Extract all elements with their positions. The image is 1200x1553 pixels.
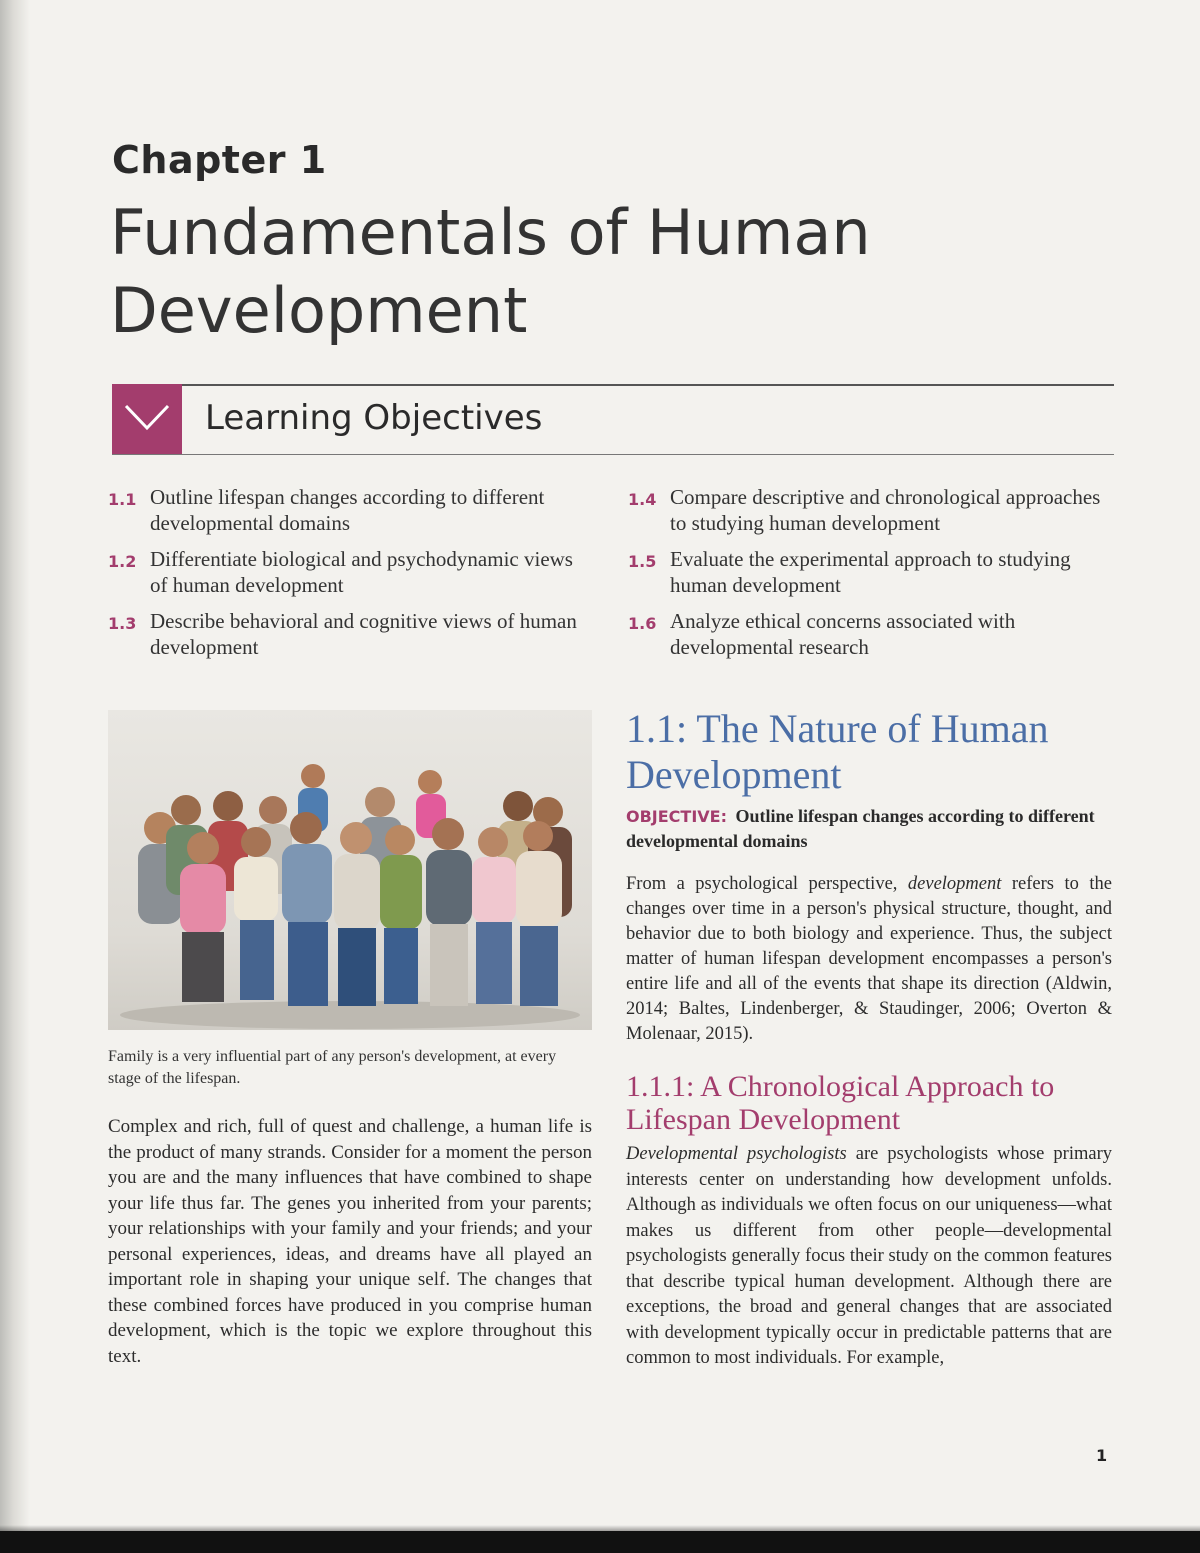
objectives-badge bbox=[112, 384, 182, 454]
objective-text: Analyze ethical concerns associated with developmental research bbox=[670, 609, 1016, 659]
page-number: 1 bbox=[1096, 1446, 1108, 1465]
objective-statement: Outline lifespan changes according to different developmental domains bbox=[626, 806, 1095, 851]
objective-item bbox=[628, 484, 1118, 536]
family-group-photo bbox=[108, 710, 592, 1030]
section-objective bbox=[626, 804, 1096, 854]
objective-item bbox=[108, 546, 588, 598]
objective-number: 1.5 bbox=[628, 552, 657, 571]
objective-text: Compare descriptive and chronological approaches to studying human development bbox=[670, 485, 1101, 535]
key-term: development bbox=[907, 874, 1002, 894]
objective-text: Outline lifespan changes according to different developmental domains bbox=[150, 485, 545, 535]
section-paragraph bbox=[626, 872, 1112, 1047]
subsection-title: 1.1.1: A Chronological Approach to Lifespan Development bbox=[626, 1070, 1055, 1136]
objective-number: 1.1 bbox=[108, 490, 137, 509]
objective-text: Evaluate the experimental approach to studying human development bbox=[670, 547, 1071, 597]
objectives-list-left bbox=[108, 484, 588, 670]
chevron-down-icon bbox=[112, 384, 182, 454]
objective-item bbox=[628, 546, 1118, 598]
objective-number: 1.6 bbox=[628, 614, 657, 633]
objective-text: Differentiate biological and psychodynamic views of human development bbox=[150, 547, 573, 597]
section-title: 1.1: The Nature of Human Development bbox=[626, 706, 1049, 797]
paragraph-text: From a psychological perspective, bbox=[626, 874, 908, 894]
objectives-list-right bbox=[628, 484, 1118, 670]
objectives-bottom-rule bbox=[112, 454, 1114, 455]
chapter-title: Fundamentals of Human Development bbox=[110, 196, 871, 347]
objective-number: 1.3 bbox=[108, 614, 137, 633]
family-group-illustration bbox=[108, 710, 592, 1030]
figure-caption: Family is a very influential part of any person's development, at every stage of the lifespan. bbox=[108, 1048, 557, 1087]
page-bottom-edge bbox=[0, 1531, 1200, 1553]
objective-item bbox=[628, 608, 1118, 660]
objective-number: 1.4 bbox=[628, 490, 657, 509]
intro-paragraph: Complex and rich, full of quest and challenge, a human life is the product of many strands. Consider for a moment the person you are and the many influences that have combined to shape your life thus far. The genes you inherited from your parents; your relationships with your family and your friends; and your personal experiences, ideas, and dreams have all played an important role in shaping your unique self. The changes that these combined forces have produced in you comprise human development, which is the topic we explore throughout this text. bbox=[108, 1116, 592, 1367]
key-term: Developmental psychologists bbox=[626, 1144, 847, 1164]
learning-objectives-heading: Learning Objectives bbox=[205, 398, 543, 438]
objectives-top-rule bbox=[112, 384, 1114, 386]
objective-number: 1.2 bbox=[108, 552, 137, 571]
chapter-label: Chapter 1 bbox=[112, 138, 327, 182]
objective-item bbox=[108, 484, 588, 536]
paragraph-text: refers to the changes over time in a person's physical structure, thought, and behavior due to both biology and experience. Thus, the subject matter of human lifespan development encompasses a person's entire life and all of the events that shape its direction (Aldwin, 2014; Baltes, Lindenberger, & Staudinger, 2006; Overton & Molenaar, 2015). bbox=[626, 874, 1112, 1044]
subsection-paragraph bbox=[626, 1142, 1112, 1372]
objective-item bbox=[108, 608, 588, 660]
objective-label: OBJECTIVE: bbox=[626, 807, 727, 826]
paragraph-text: are psychologists whose primary interests center on understanding how development unfolds. Although as individuals we often focus on our uniqueness—what makes us different from other people—developmental psychologists generally focus their study on the common features that describe typical human development. Although there are exceptions, the broad and general changes that are associated with development typically occur in predictable patterns that are common to most individuals. For example, bbox=[626, 1144, 1112, 1368]
objective-text: Describe behavioral and cognitive views of human development bbox=[150, 609, 577, 659]
book-spine-shadow bbox=[0, 0, 30, 1553]
